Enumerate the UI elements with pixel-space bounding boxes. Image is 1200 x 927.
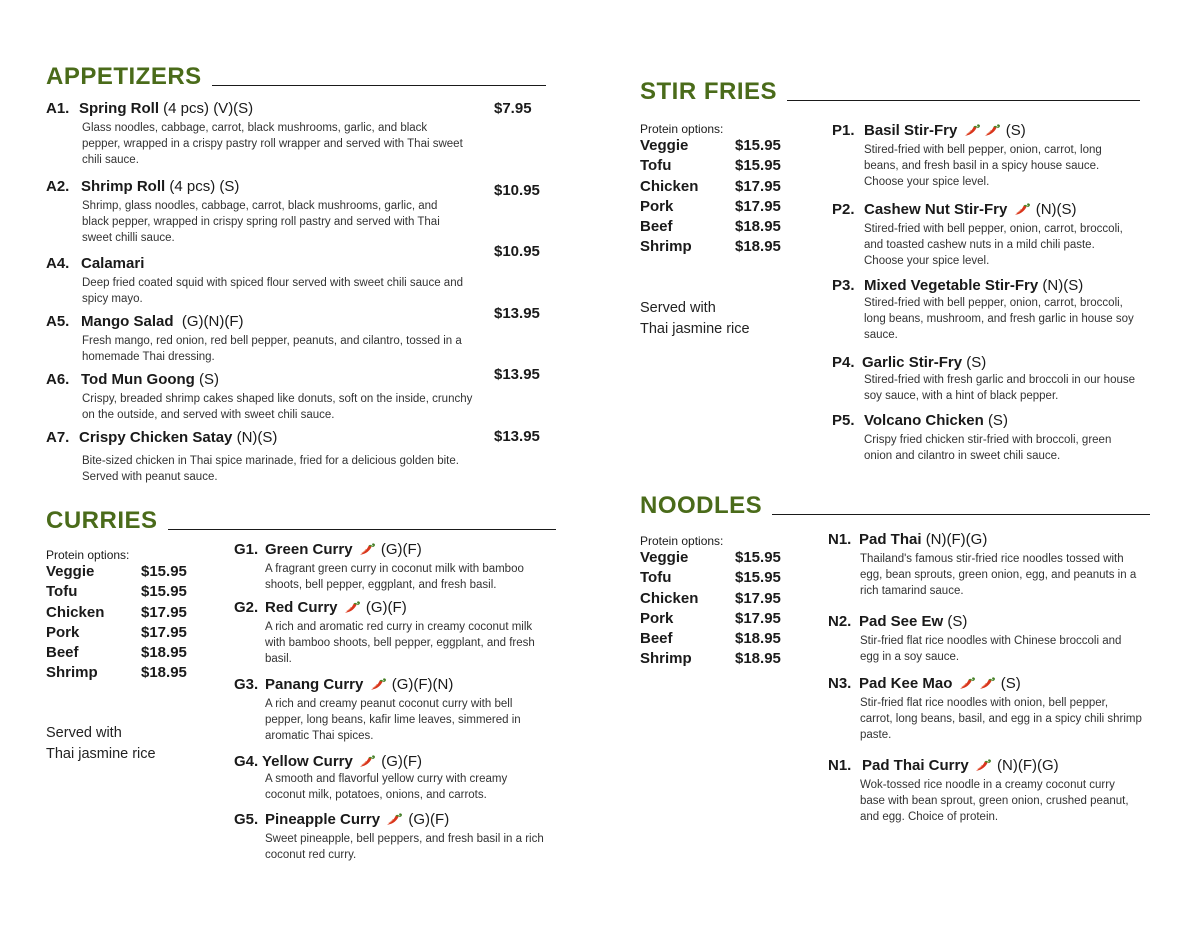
menu-item-n1-curry [828,757,1138,825]
stir-fries-protein-options [640,122,800,258]
item-code: N3. [828,675,852,692]
item-description: Shrimp, glass noodles, cabbage, carrot, black mushrooms, garlic, and black pepper, wrapped in crispy spring roll pastry and served with Thai sweet chilli sauce. [82,200,440,244]
item-name: Volcano Chicken [864,412,984,429]
curries-section-title [46,507,556,535]
item-description: A smooth and flavorful yellow curry with creamy coconut milk, potatoes, onions, and carrots. [265,773,508,801]
appetizers-section-title [46,63,546,91]
item-description: Stired-fried with bell pepper, onion, carrot, long beans, and fresh basil in a spicy house sauce. Choose your spice level. [864,144,1102,188]
item-tags: (N)(F)(G) [997,757,1059,774]
item-name: Calamari [81,255,145,272]
item-description: Bite-sized chicken in Thai spice marinade, fried for a delicious golden bite. Served with peanut sauce. [82,455,459,483]
served-with-note: Served with Thai jasmine rice [640,300,750,337]
chili-pepper-icon [974,758,992,772]
heading-rule [212,85,546,86]
protein-options-label: Protein options: [46,548,130,562]
item-tags: (S) [1000,675,1021,692]
item-description: Stir-fried flat rice noodles with onion, bell pepper, carrot, long beans, basil, and egg in a spicy chili shrimp paste. [860,697,1142,741]
item-code: G3. [234,676,259,693]
item-qty: (4 pcs) [169,178,216,195]
item-description: Sweet pineapple, bell peppers, and fresh basil in a rich coconut red curry. [265,833,544,861]
item-tags: (G)(F) [365,599,407,616]
chili-pepper-icon [978,676,996,690]
item-tags: (V)(S) [213,100,254,117]
menu-item-a2 [46,178,466,246]
curries-protein-options [46,548,206,684]
menu-item-g2 [234,599,544,667]
protein-row: Pork $17.95 [640,609,781,627]
item-name: Crispy Chicken Satay [79,429,233,446]
item-name: Pad Kee Mao [859,675,953,692]
protein-row: Tofu $15.95 [640,157,781,175]
chili-pepper-icon [358,754,376,768]
item-name: Mixed Vegetable Stir-Fry [864,277,1039,294]
item-name: Basil Stir-Fry [864,122,958,139]
item-price: $13.95 [494,366,540,383]
item-description: Fresh mango, red onion, red bell pepper, peanuts, and cilantro, tossed in a homemade Thai dressing. [82,335,462,363]
item-code: P4. [832,354,855,371]
stir-fries-heading: STIR FRIES [640,78,778,105]
item-description: A rich and creamy peanut coconut curry with bell pepper, long beans, kafir lime leaves, simmered in aromatic Thai spices. [265,698,521,742]
item-tags: (S) [199,371,220,388]
menu-item-n3 [828,675,1143,743]
noodles-heading: NOODLES [640,492,763,519]
item-code: P3. [832,277,855,294]
item-name: Mango Salad [81,313,174,330]
protein-row: Chicken $17.95 [640,177,781,195]
item-code: G5. [234,811,259,828]
protein-row: Shrimp $18.95 [640,650,781,668]
chili-pepper-icon [385,812,403,826]
protein-row: Tofu $15.95 [640,569,781,587]
item-tags: (S) [987,412,1008,429]
protein-row: Beef $18.95 [640,218,781,236]
heading-rule [772,514,1150,515]
item-name: Green Curry [265,541,353,558]
noodles-section-title [640,492,1150,520]
item-tags: (G)(N)(F) [181,313,244,330]
item-code: P5. [832,412,855,429]
item-tags: (G)(F) [381,753,423,770]
item-code: A2. [46,178,70,195]
menu-item-g1 [234,541,564,593]
item-tags: (N)(F)(G) [925,531,988,548]
item-tags: (S) [966,354,987,371]
menu-item-n1 [828,531,1138,599]
stir-fries-section-title [640,78,1140,106]
protein-row: Chicken $17.95 [640,589,781,607]
protein-row: Pork $17.95 [640,197,781,215]
menu-item-p3 [832,277,1137,343]
item-tags: (G)(F)(N) [391,676,454,693]
protein-row: Shrimp $18.95 [640,238,781,256]
menu-item-g3 [234,676,549,744]
item-name: Pad See Ew [859,613,944,630]
item-price: $13.95 [494,428,540,445]
protein-row: Veggie $15.95 [640,549,781,566]
chili-pepper-icon [958,676,976,690]
menu-item-p5 [832,412,1137,464]
item-code: G1. [234,541,259,558]
heading-rule [787,100,1140,101]
menu-item-n2 [828,613,1138,665]
item-price: $10.95 [494,243,540,260]
item-name: Yellow Curry [262,753,353,770]
item-tags: (S) [219,178,240,195]
item-name: Tod Mun Goong [81,371,195,388]
noodles-protein-options [640,534,800,670]
item-name: Spring Roll [79,100,159,117]
protein-row: Veggie $15.95 [640,137,781,154]
item-name: Pad Thai [859,531,922,548]
curries-heading: CURRIES [46,507,158,534]
menu-item-a6 [46,371,476,423]
item-code: A6. [46,371,70,388]
item-description: Stir-fried flat rice noodles with Chinese broccoli and egg in a soy sauce. [860,635,1122,663]
chili-pepper-icon [369,677,387,691]
menu-item-p4 [832,354,1137,404]
served-with-note: Served with Thai jasmine rice [46,725,156,762]
item-code: P1. [832,122,855,139]
item-code: N1. [828,531,852,548]
item-name: Garlic Stir-Fry [862,354,963,371]
menu-item-p1 [832,122,1137,190]
menu-item-a1 [46,100,466,168]
menu-item-p2 [832,201,1137,269]
item-name: Red Curry [265,599,338,616]
protein-row: Pork $17.95 [46,623,187,641]
item-description: Glass noodles, cabbage, carrot, black mushrooms, garlic, and black pepper, wrapped in a crispy pastry roll wrapper and served with Thai sweet chili sauce. [82,122,463,166]
item-price: $13.95 [494,305,540,322]
item-tags: (N)(S) [236,429,278,446]
item-qty: (4 pcs) [163,100,210,117]
item-name: Shrimp Roll [81,178,166,195]
chili-pepper-icon [963,123,981,137]
menu-item-a4 [46,255,486,307]
item-name: Pineapple Curry [265,811,381,828]
protein-row: Veggie $15.95 [46,563,187,580]
item-code: A1. [46,100,70,117]
item-price: $7.95 [494,100,532,117]
protein-row: Beef $18.95 [46,644,187,662]
item-code: N1. [828,757,852,774]
menu-item-g4 [234,753,549,803]
menu-item-a7 [46,429,476,485]
item-tags: (G)(F) [408,811,450,828]
item-code: G2. [234,599,259,616]
menu-item-a5 [46,313,486,365]
protein-row: Tofu $15.95 [46,583,187,601]
item-description: Stired-fried with bell pepper, onion, carrot, broccoli, and toasted cashew nuts in a mild chili paste. Choose your spice level. [864,223,1123,267]
chili-pepper-icon [983,123,1001,137]
item-code: P2. [832,201,855,218]
item-description: Stired-fried with fresh garlic and broccoli in our house soy sauce, with a hint of black pepper. [864,374,1136,402]
item-tags: (S) [1005,122,1026,139]
protein-row: Shrimp $18.95 [46,664,187,682]
item-code: A5. [46,313,70,330]
item-description: Wok-tossed rice noodle in a creamy coconut curry base with bean sprout, green onion, crushed peanut, and egg. Choice of protein. [860,779,1129,823]
chili-pepper-icon [358,542,376,556]
protein-row: Beef $18.95 [640,630,781,648]
item-name: Pad Thai Curry [862,757,969,774]
item-code: N2. [828,613,852,630]
item-name: Panang Curry [265,676,364,693]
item-description: A fragrant green curry in coconut milk with bamboo shoots, bell pepper, eggplant, and fresh basil. [265,563,524,591]
item-tags: (N)(S) [1035,201,1077,218]
item-code: A7. [46,429,70,446]
item-code: G4. [234,753,259,770]
item-description: A rich and aromatic red curry in creamy coconut milk with bamboo shoots, bell pepper, eggplant, and fresh basil. [265,621,535,665]
item-tags: (G)(F) [380,541,422,558]
item-tags: (N)(S) [1042,277,1084,294]
item-description: Thailand's famous stir-fried rice noodles tossed with egg, bean sprouts, green onion, egg, and peanuts in a rich tamarind sauce. [860,553,1137,597]
chili-pepper-icon [1013,202,1031,216]
protein-options-label: Protein options: [640,122,724,136]
menu-item-g5 [234,811,549,863]
item-description: Crispy fried chicken stir-fried with broccoli, green onion and cilantro in sweet chili sauce. [864,434,1112,462]
protein-row: Chicken $17.95 [46,603,187,621]
heading-rule [168,529,556,530]
item-tags: (S) [947,613,968,630]
chili-pepper-icon [343,600,361,614]
item-name: Cashew Nut Stir-Fry [864,201,1008,218]
item-description: Crispy, breaded shrimp cakes shaped like donuts, soft on the inside, crunchy on the outside, and served with sweet chili sauce. [82,393,473,421]
item-code: A4. [46,255,70,272]
appetizers-heading: APPETIZERS [46,63,202,90]
item-description: Deep fried coated squid with spiced flour served with sweet chili sauce and spicy mayo. [82,277,463,305]
item-description: Stired-fried with bell pepper, onion, carrot, broccoli, long beans, mushroom, and fresh garlic in house soy sauce. [864,297,1134,341]
protein-options-label: Protein options: [640,534,724,548]
item-price: $10.95 [494,182,540,199]
